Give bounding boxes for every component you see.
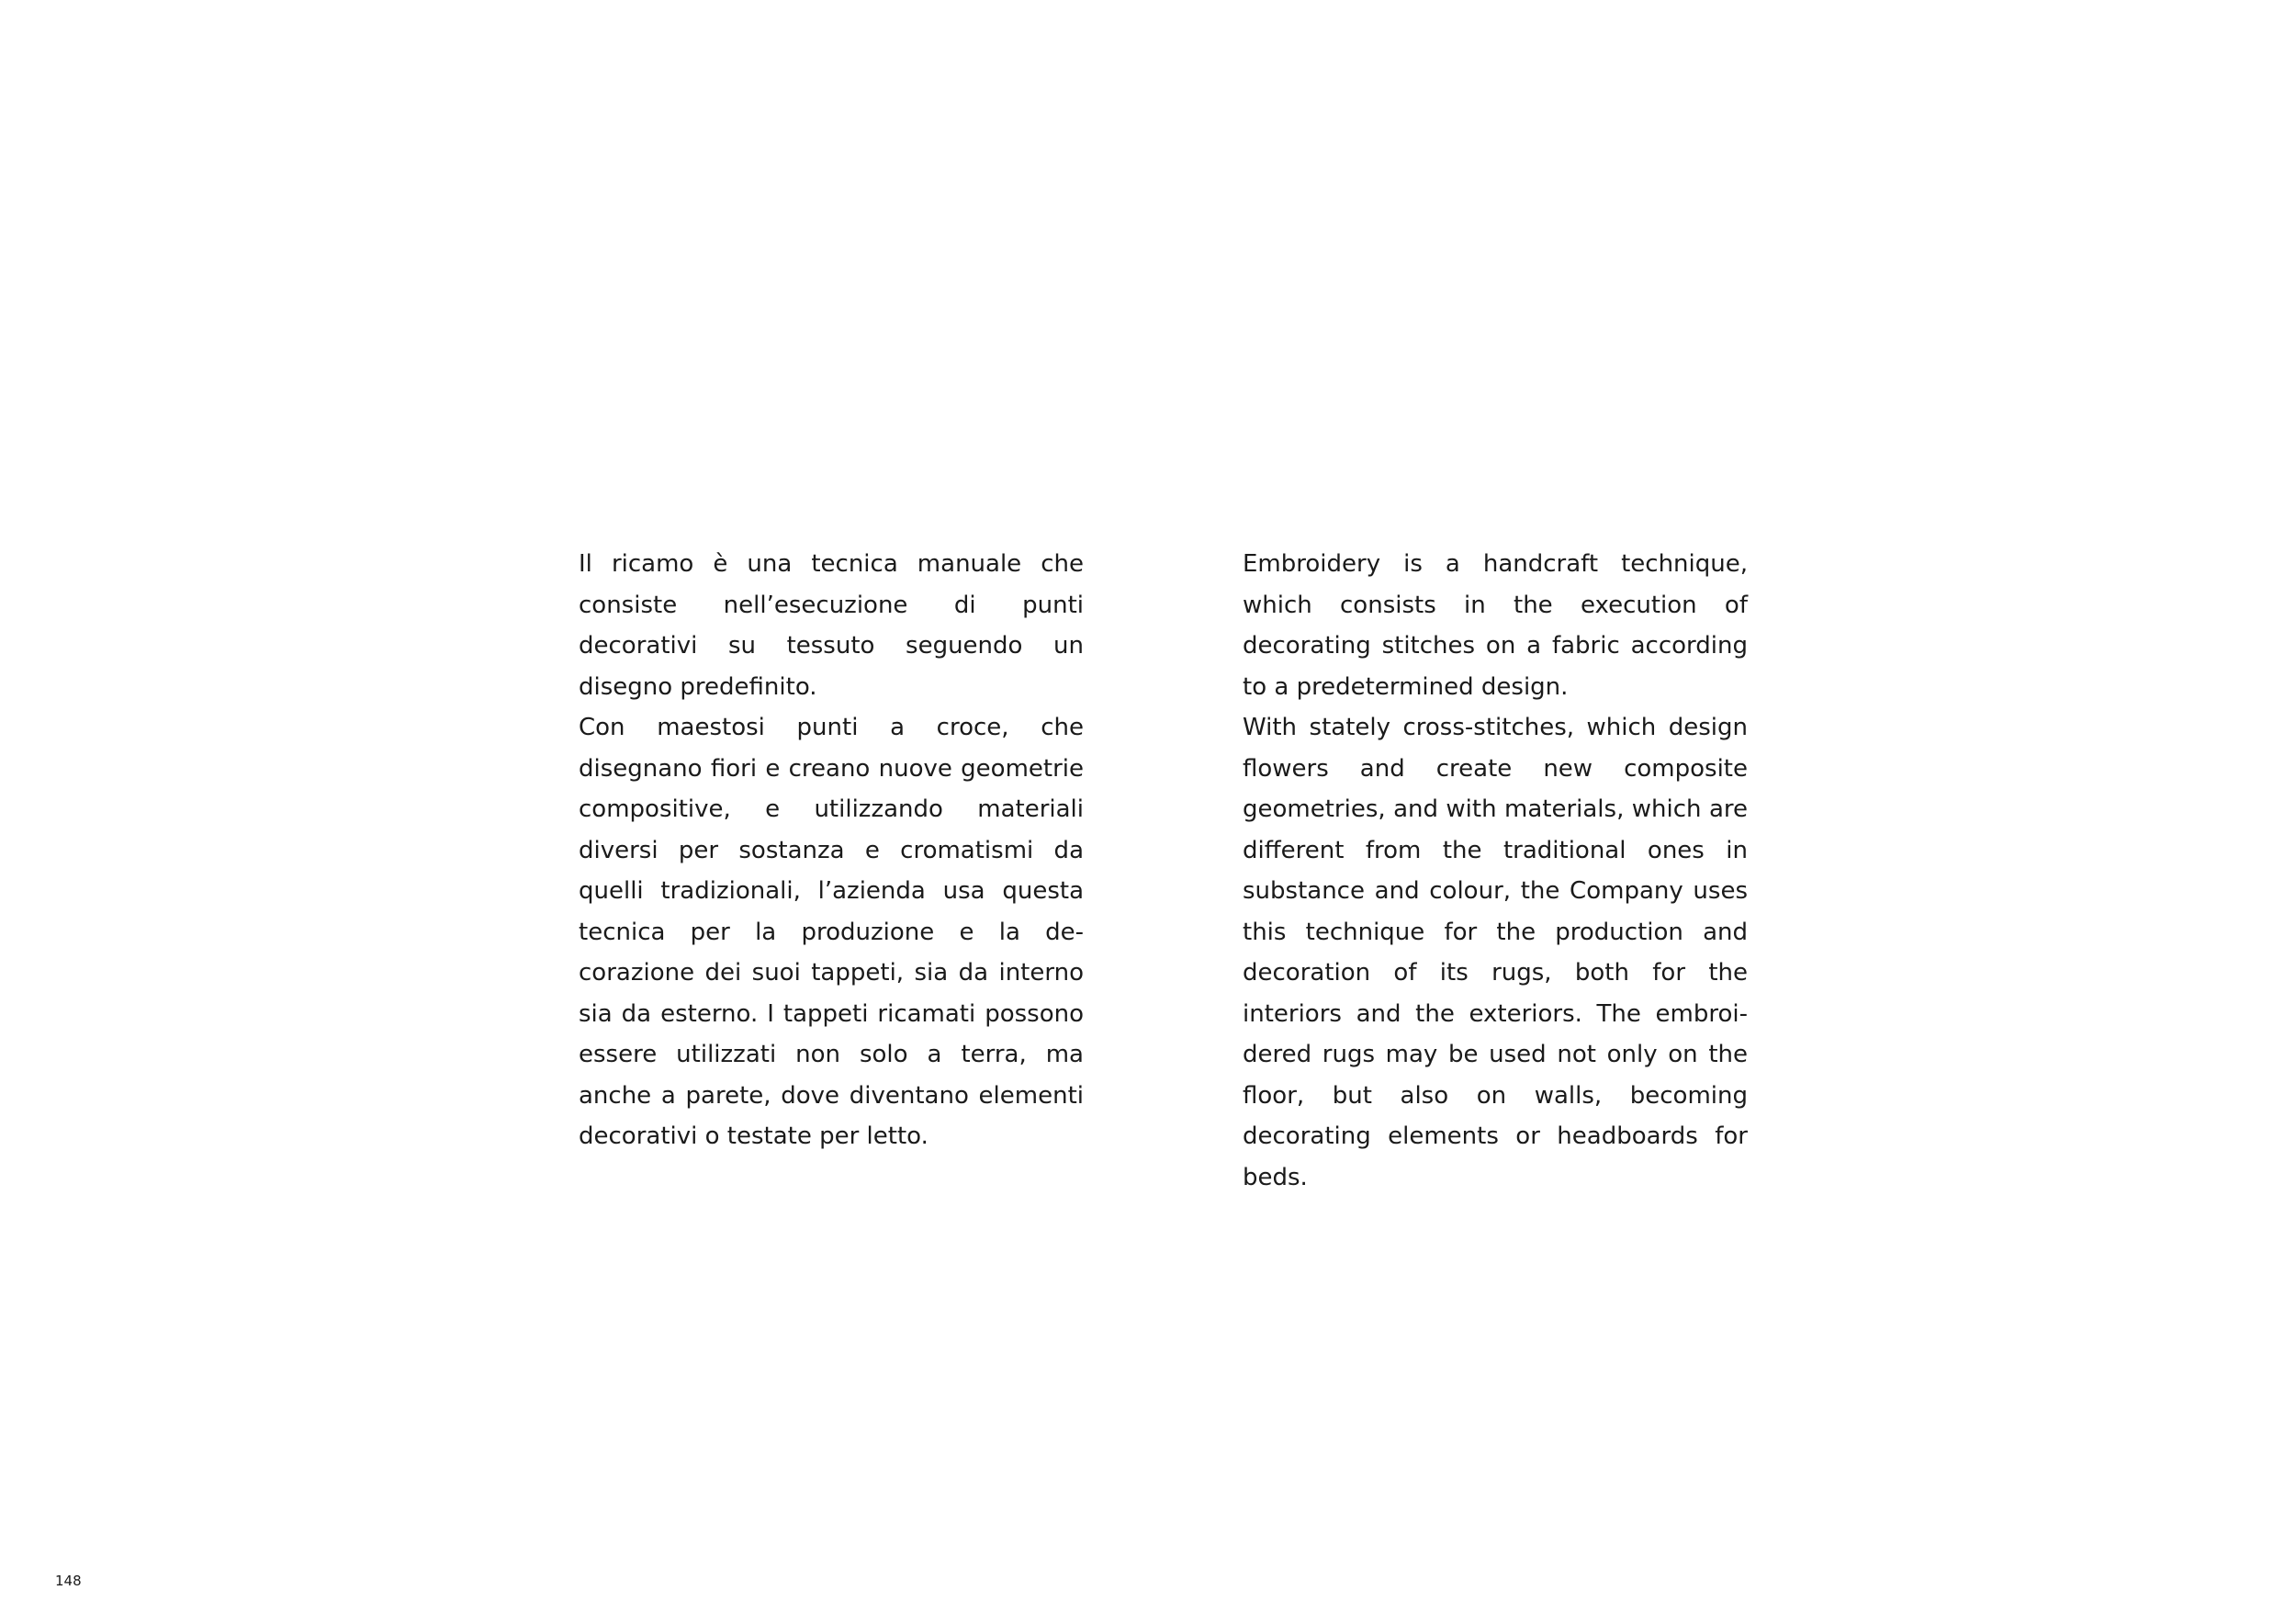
italian-text-column (579, 544, 1084, 1157)
italian-paragraph-2: Con maestosi punti a croce, che disegnano fiori e creano nuove geometrie compositive, e utilizzando materiali diversi per sostanza e cromatismi da quelli tradizionali, l’azienda usa questa tecnica per la produzione e la decorazione dei suoi tappeti, sia da interno sia da esterno. I tappeti ricamati possono essere utilizzati non solo a terra, ma anche a parete, dove diventano elementi decorativi o testate per letto. (579, 714, 1084, 1150)
italian-paragraph-1: Il ricamo è una tecnica manuale che consiste nell’esecuzione di punti decorativi su tessuto seguendo un disegno predefinito. (579, 550, 1084, 701)
english-text-column (1243, 544, 1748, 1198)
english-paragraph-2: With stately cross-stitches, which design flowers and create new composite geometries, and with materials, which are different from the traditional ones in substance and colour, the Company uses this technique for the production and decoration of its rugs, both for the interiors and the exteriors. The embroidered rugs may be used not only on the floor, but also on walls, becoming decorating elements or headboards for beds. (1243, 714, 1748, 1191)
page-number: 148 (55, 1573, 82, 1589)
english-paragraph-1: Embroidery is a handcraft technique, which consists in the execution of decorating stitches on a fabric according to a predetermined design. (1243, 550, 1748, 701)
